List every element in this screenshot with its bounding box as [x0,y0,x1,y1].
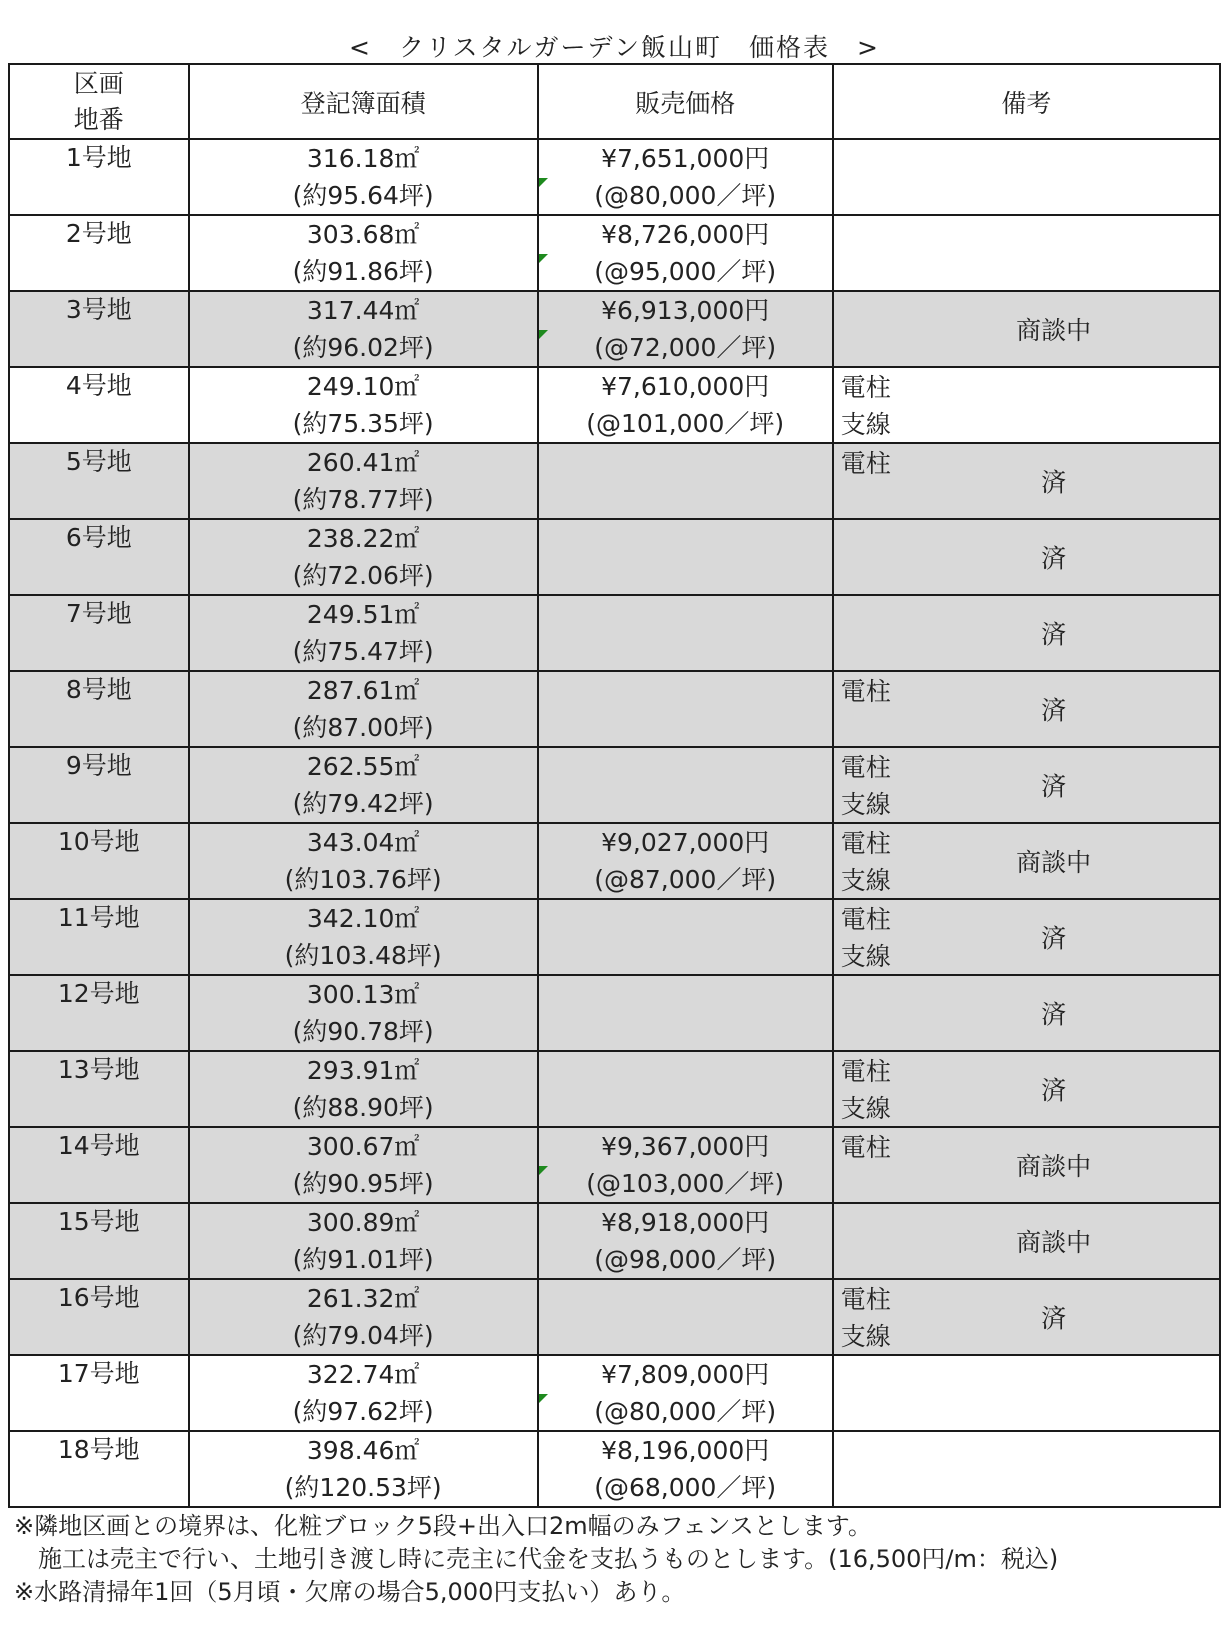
price-total: ¥7,809,000円 [601,1360,770,1389]
note-cell [833,1431,1220,1507]
price-cell [538,1127,833,1203]
table-row [9,519,1220,595]
lot-label: 11号地 [57,903,140,932]
price-cell [538,1355,833,1431]
lot-cell [9,1279,189,1355]
area-sqm: 262.55㎡ [306,752,420,781]
area-tsubo: (約87.00坪) [292,713,434,742]
price-per-tsubo: (@87,000／坪) [594,865,777,894]
status-label: 済 [1041,999,1067,1029]
note-guy-wire: 支線 [840,1093,891,1123]
area-cell [189,595,538,671]
note-guy-wire: 支線 [840,409,891,439]
price-total: ¥9,367,000円 [601,1132,770,1161]
lot-cell [9,519,189,595]
status-label: 済 [1041,543,1067,573]
area-cell [189,1051,538,1127]
status-label: 商談中 [1016,315,1092,345]
area-cell [189,747,538,823]
note-cell [833,139,1220,215]
table-row [9,823,1220,899]
price-total: ¥8,918,000円 [601,1208,770,1237]
note-pole: 電柱 [840,676,891,706]
table-row [9,1051,1220,1127]
comment-marker-icon [539,1166,548,1175]
note-cell [833,1203,1220,1279]
area-tsubo: (約72.06坪) [292,561,434,590]
note-pole: 電柱 [840,1056,891,1086]
note-pole: 電柱 [840,372,891,402]
area-tsubo: (約79.04坪) [292,1321,434,1350]
area-cell [189,443,538,519]
header-lot-line1: 区画 [73,68,124,98]
price-cell [538,1279,833,1355]
note-guy-wire: 支線 [840,1321,891,1351]
footnotes [14,1510,1058,1609]
lot-cell [9,1431,189,1507]
area-cell [189,519,538,595]
note-cell [833,1355,1220,1431]
status-label: 商談中 [1016,847,1092,877]
note-cell [833,1127,1220,1203]
comment-marker-icon [539,330,548,339]
area-sqm: 249.10㎡ [306,372,420,401]
area-tsubo: (約91.86坪) [292,257,434,286]
lot-label: 5号地 [65,447,132,476]
area-cell [189,823,538,899]
note-cell [833,899,1220,975]
lot-cell [9,671,189,747]
price-cell [538,215,833,291]
footnote-3: ※水路清掃年1回（5月頃・欠席の場合5,000円支払い）あり。 [14,1578,686,1606]
area-tsubo: (約90.95坪) [292,1169,434,1198]
area-cell [189,975,538,1051]
price-cell [538,139,833,215]
price-total: ¥7,651,000円 [601,144,770,173]
lot-label: 1号地 [65,143,132,172]
footnote-2: 施工は売主で行い、土地引き渡し時に売主に代金を支払うものとします。(16,500円/m：税込) [14,1545,1059,1573]
area-tsubo: (約88.90坪) [292,1093,434,1122]
note-guy-wire: 支線 [840,789,891,819]
area-tsubo: (約91.01坪) [292,1245,434,1274]
lot-label: 6号地 [65,523,132,552]
price-cell [538,367,833,443]
area-cell [189,215,538,291]
table-row [9,975,1220,1051]
price-per-tsubo: (@103,000／坪) [586,1169,785,1198]
lot-cell [9,1127,189,1203]
table-row [9,1431,1220,1507]
area-cell [189,671,538,747]
area-sqm: 317.44㎡ [306,296,420,325]
note-cell [833,215,1220,291]
lot-label: 10号地 [57,827,140,856]
note-cell [833,671,1220,747]
area-tsubo: (約95.64坪) [292,181,434,210]
status-label: 済 [1041,1075,1067,1105]
header-lot-line2: 地番 [73,104,124,134]
table-row [9,1203,1220,1279]
area-tsubo: (約90.78坪) [292,1017,434,1046]
note-guy-wire: 支線 [840,865,891,895]
lot-cell [9,443,189,519]
status-label: 商談中 [1016,1227,1092,1257]
lot-cell [9,975,189,1051]
lot-label: 14号地 [57,1131,140,1160]
area-cell [189,899,538,975]
lot-cell [9,823,189,899]
lot-label: 2号地 [65,219,132,248]
area-sqm: 249.51㎡ [306,600,420,629]
status-label: 商談中 [1016,1151,1092,1181]
comment-marker-icon [539,178,548,187]
area-tsubo: (約103.48坪) [284,941,442,970]
note-cell [833,823,1220,899]
area-sqm: 300.89㎡ [306,1208,420,1237]
status-label: 済 [1041,467,1067,497]
area-sqm: 343.04㎡ [306,828,420,857]
area-tsubo: (約79.42坪) [292,789,434,818]
table-row [9,139,1220,215]
note-cell [833,291,1220,367]
note-cell [833,367,1220,443]
price-cell [538,443,833,519]
note-cell [833,975,1220,1051]
lot-label: 13号地 [57,1055,140,1084]
lot-cell [9,595,189,671]
note-pole: 電柱 [840,828,891,858]
note-cell [833,443,1220,519]
note-pole: 電柱 [840,1132,891,1162]
lot-label: 17号地 [57,1359,140,1388]
price-per-tsubo: (@72,000／坪) [594,333,777,362]
area-cell [189,1127,538,1203]
price-cell [538,519,833,595]
area-cell [189,1355,538,1431]
area-sqm: 342.10㎡ [306,904,420,933]
price-table [8,63,1221,1508]
lot-label: 16号地 [57,1283,140,1312]
note-cell [833,747,1220,823]
price-cell [538,975,833,1051]
status-label: 済 [1041,619,1067,649]
area-tsubo: (約96.02坪) [292,333,434,362]
table-row [9,899,1220,975]
comment-marker-icon [539,254,548,263]
lot-cell [9,899,189,975]
price-cell [538,291,833,367]
comment-marker-icon [539,1394,548,1403]
header-row [9,64,1220,139]
price-total: ¥8,196,000円 [601,1436,770,1465]
header-price: 販売価格 [538,64,833,139]
header-note: 備考 [833,64,1220,139]
area-sqm: 287.61㎡ [306,676,420,705]
page-title: < クリスタルガーデン飯山町 価格表 > [349,33,880,62]
note-pole: 電柱 [840,904,891,934]
area-tsubo: (約75.47坪) [292,637,434,666]
area-tsubo: (約75.35坪) [292,409,434,438]
lot-cell [9,139,189,215]
table-row [9,291,1220,367]
area-sqm: 300.67㎡ [306,1132,420,1161]
status-label: 済 [1041,695,1067,725]
lot-label: 15号地 [57,1207,140,1236]
table-row [9,443,1220,519]
table-row [9,747,1220,823]
lot-label: 18号地 [57,1435,140,1464]
area-sqm: 316.18㎡ [306,144,420,173]
price-total: ¥6,913,000円 [601,296,770,325]
header-area: 登記簿面積 [189,64,538,139]
note-cell [833,595,1220,671]
area-cell [189,291,538,367]
footnote-1: ※隣地区画との境界は、化粧ブロック5段+出入口2m幅のみフェンスとします。 [14,1512,872,1540]
lot-label: 9号地 [65,751,132,780]
area-tsubo: (約120.53坪) [284,1473,442,1502]
table-row [9,1127,1220,1203]
area-sqm: 238.22㎡ [306,524,420,553]
status-label: 済 [1041,1303,1067,1333]
note-pole: 電柱 [840,1284,891,1314]
note-cell [833,1279,1220,1355]
price-total: ¥9,027,000円 [601,828,770,857]
note-guy-wire: 支線 [840,941,891,971]
table-row [9,367,1220,443]
status-label: 済 [1041,771,1067,801]
lot-cell [9,367,189,443]
table-row [9,1279,1220,1355]
table-row [9,1355,1220,1431]
note-pole: 電柱 [840,448,891,478]
note-cell [833,1051,1220,1127]
note-cell [833,519,1220,595]
area-tsubo: (約78.77坪) [292,485,434,514]
lot-cell [9,1355,189,1431]
header-lot [9,64,189,139]
price-per-tsubo: (@80,000／坪) [594,181,777,210]
price-cell [538,1203,833,1279]
note-pole: 電柱 [840,752,891,782]
area-tsubo: (約103.76坪) [284,865,442,894]
area-cell [189,139,538,215]
lot-cell [9,291,189,367]
price-cell [538,1051,833,1127]
price-cell [538,823,833,899]
lot-cell [9,215,189,291]
table-row [9,215,1220,291]
price-total: ¥7,610,000円 [601,372,770,401]
table-row [9,671,1220,747]
price-cell [538,671,833,747]
price-per-tsubo: (@101,000／坪) [586,409,785,438]
area-cell [189,1203,538,1279]
lot-label: 4号地 [65,371,132,400]
area-sqm: 303.68㎡ [306,220,420,249]
area-sqm: 300.13㎡ [306,980,420,1009]
price-per-tsubo: (@68,000／坪) [594,1473,777,1502]
price-per-tsubo: (@80,000／坪) [594,1397,777,1426]
price-cell [538,899,833,975]
price-per-tsubo: (@98,000／坪) [594,1245,777,1274]
price-cell [538,747,833,823]
area-sqm: 261.32㎡ [306,1284,420,1313]
area-sqm: 398.46㎡ [306,1436,420,1465]
area-tsubo: (約97.62坪) [292,1397,434,1426]
lot-cell [9,1051,189,1127]
area-cell [189,1279,538,1355]
lot-cell [9,1203,189,1279]
price-per-tsubo: (@95,000／坪) [594,257,777,286]
lot-label: 8号地 [65,675,132,704]
area-cell [189,1431,538,1507]
area-cell [189,367,538,443]
table-row [9,595,1220,671]
area-sqm: 293.91㎡ [306,1056,420,1085]
lot-label: 7号地 [65,599,132,628]
area-sqm: 322.74㎡ [306,1360,420,1389]
status-label: 済 [1041,923,1067,953]
price-cell [538,1431,833,1507]
price-cell [538,595,833,671]
price-total: ¥8,726,000円 [601,220,770,249]
lot-label: 3号地 [65,295,132,324]
lot-label: 12号地 [57,979,140,1008]
lot-cell [9,747,189,823]
area-sqm: 260.41㎡ [306,448,420,477]
